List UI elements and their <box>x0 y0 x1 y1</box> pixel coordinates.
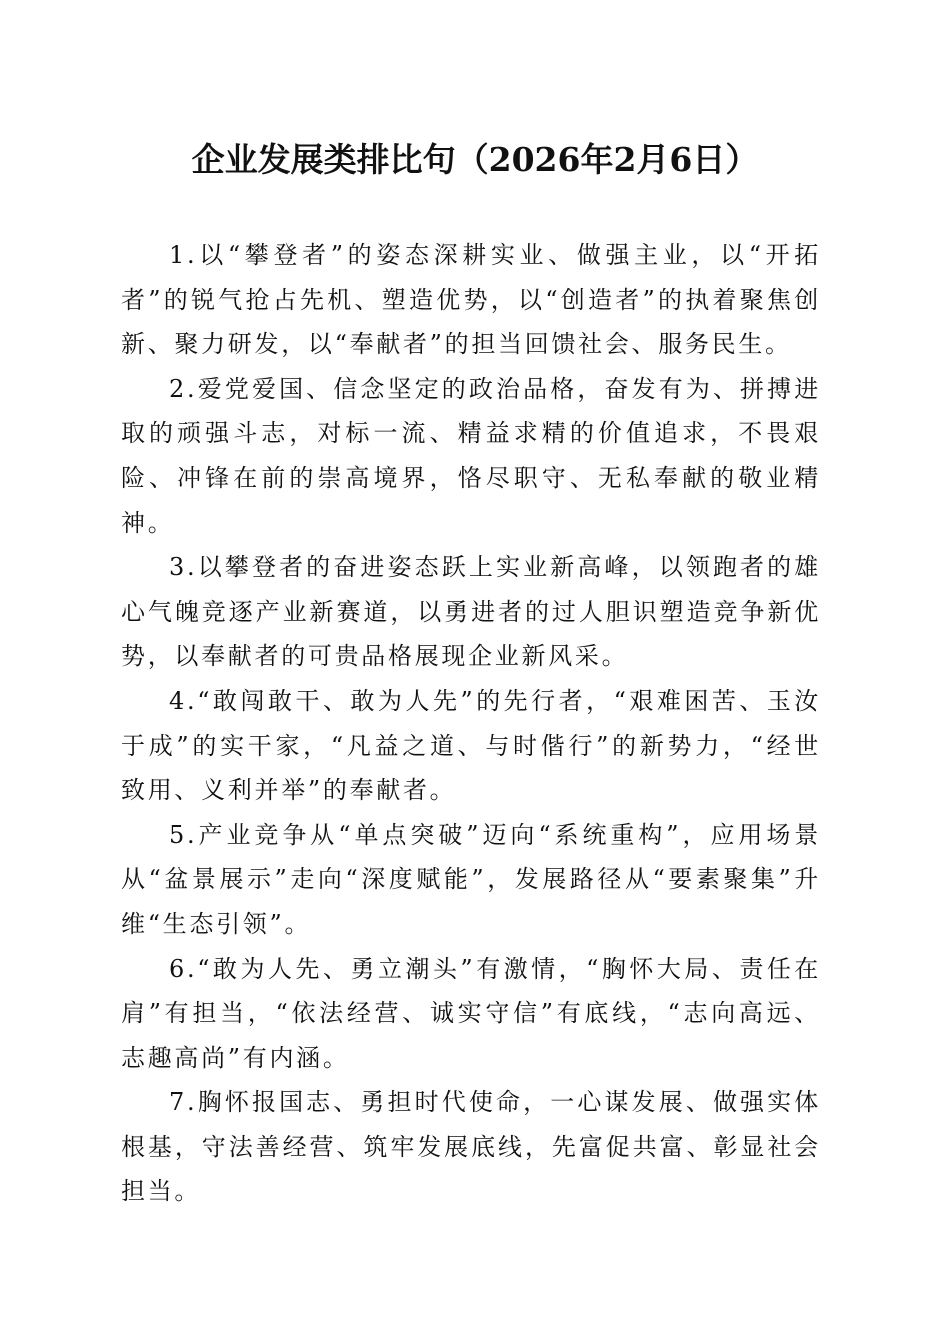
document-title: 企业发展类排比句（2026年2月6日） <box>191 140 759 179</box>
paragraph-2: 2.爱党爱国、信念坚定的政治品格，奋发有为、拼搏进取的顽强斗志，对标一流、精益求精的价值追求，不畏艰险、冲锋在前的崇高境界，恪尽职守、无私奉献的敬业精神。 <box>121 374 821 537</box>
document-body <box>121 233 821 1214</box>
paragraph-3: 3.以攀登者的奋进姿态跃上实业新高峰，以领跑者的雄心气魄竞逐产业新赛道，以勇进者的过人胆识塑造竞争新优势，以奉献者的可贵品格展现企业新风采。 <box>121 553 821 671</box>
paragraph-7: 7.胸怀报国志、勇担时代使命，一心谋发展、做强实体根基，守法善经营、筑牢发展底线，先富促共富、彰显社会担当。 <box>121 1088 821 1206</box>
paragraph-4: 4.“敢闯敢干、敢为人先”的先行者，“艰难困苦、玉汝于成”的实干家，“凡益之道、与时偕行”的新势力，“经世致用、义利并举”的奉献者。 <box>121 686 821 805</box>
paragraph-5: 5.产业竞争从“单点突破”迈向“系统重构”，应用场景从“盆景展示”走向“深度赋能”，发展路径从“要素聚集”升维“生态引领”。 <box>121 820 821 938</box>
paragraph-6: 6.“敢为人先、勇立潮头”有激情，“胸怀大局、责任在肩”有担当，“依法经营、诚实守信”有底线，“志向高远、志趣高尚”有内涵。 <box>121 954 821 1072</box>
paragraph-1: 1.以“攀登者”的姿态深耕实业、做强主业，以“开拓者”的锐气抢占先机、塑造优势，以“创造者”的执着聚焦创新、聚力研发，以“奉献者”的担当回馈社会、服务民生。 <box>121 241 821 359</box>
